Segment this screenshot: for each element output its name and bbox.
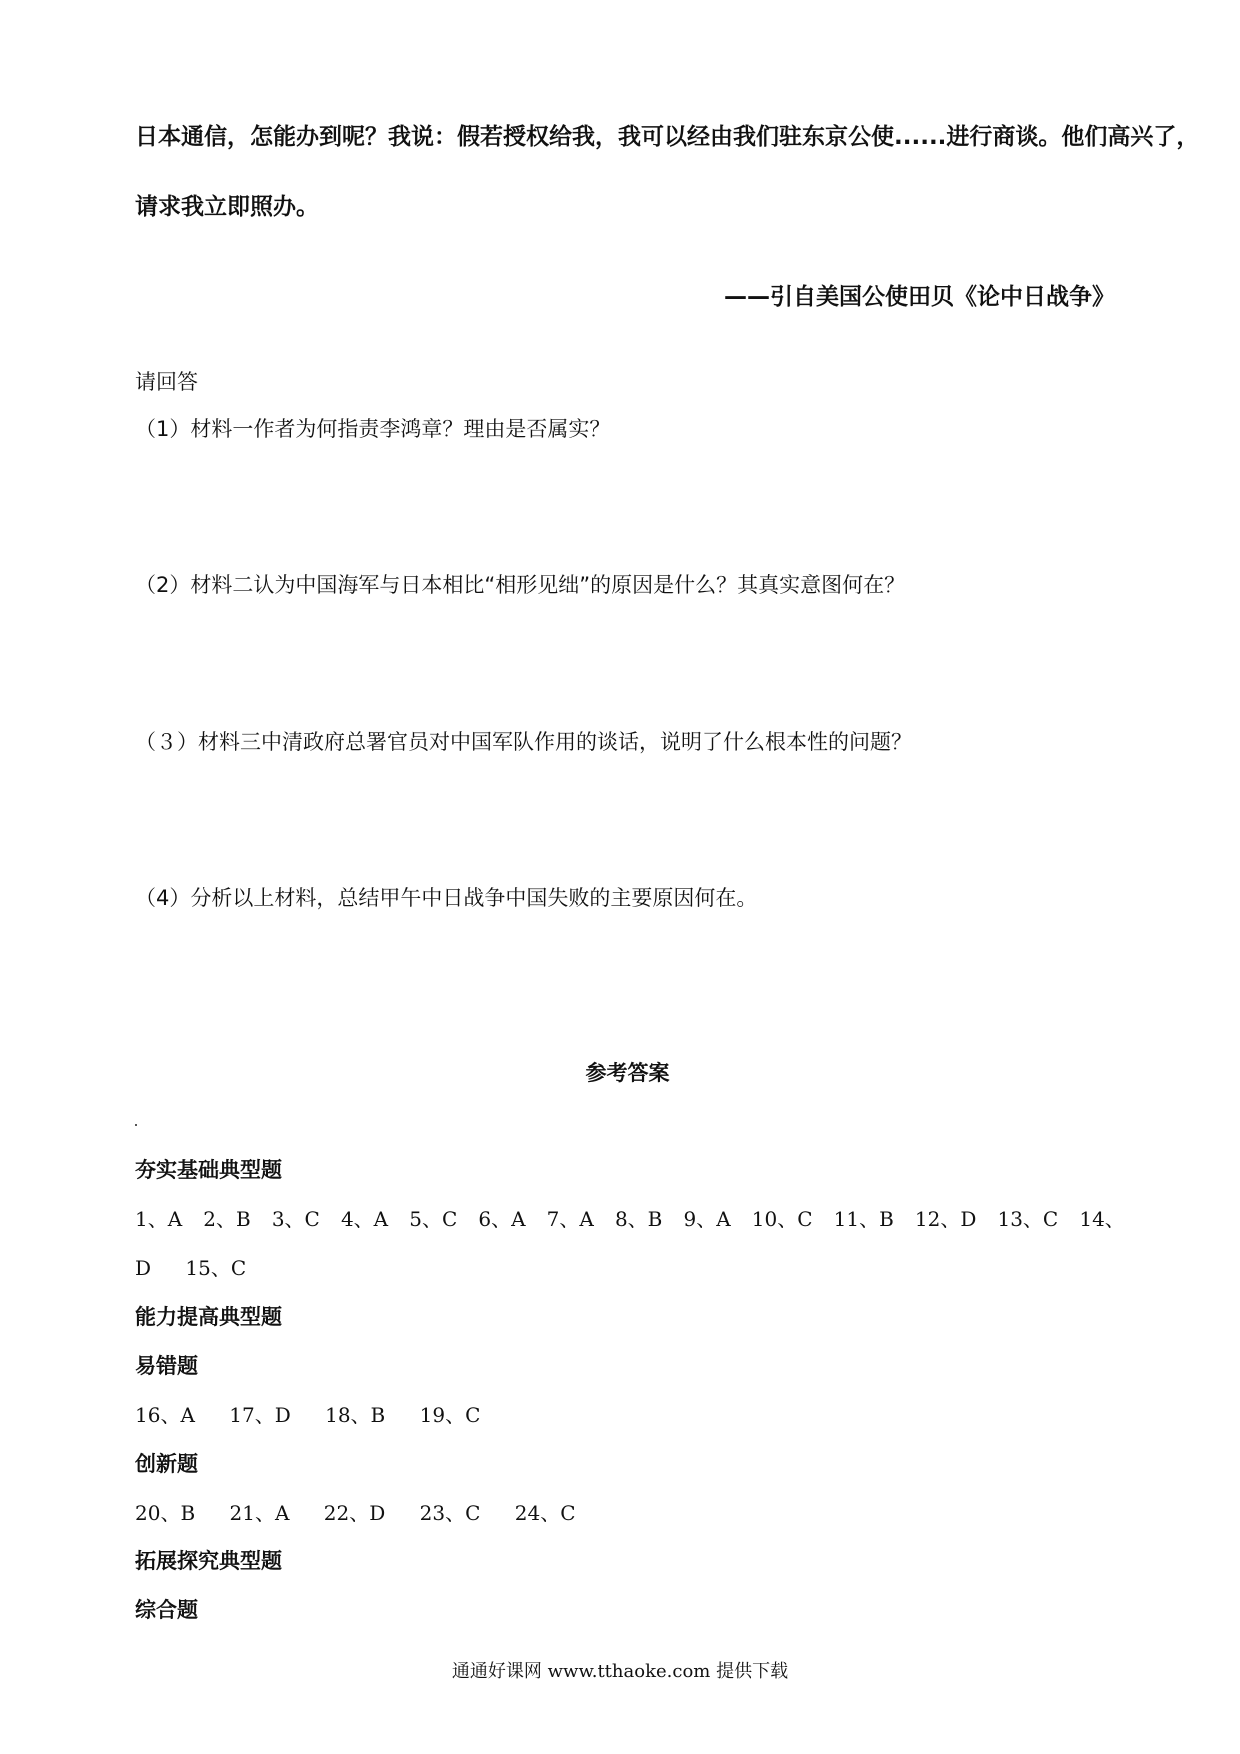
- answer-item: 19、C: [419, 1403, 481, 1427]
- answer-item: 24、C: [514, 1501, 576, 1525]
- answer-item: 6、A: [478, 1207, 526, 1231]
- stray-dot: [135, 1124, 137, 1126]
- section-heading-basic: 夯实基础典型题: [135, 1158, 282, 1182]
- answer-item: 11、B: [833, 1207, 894, 1231]
- answer-item: 8、B: [614, 1207, 663, 1231]
- answer-item: 17、D: [229, 1403, 291, 1427]
- questions-prompt: 请回答: [135, 370, 198, 394]
- section-heading-extension: 拓展探究典型题: [135, 1549, 282, 1573]
- question-3: （３）材料三中清政府总署官员对中国军队作用的谈话，说明了什么根本性的问题？: [135, 730, 912, 754]
- answer-item: 1、A: [135, 1207, 183, 1231]
- answer-item: 23、C: [419, 1501, 481, 1525]
- material-text-line-1: 日本通信，怎能办到呢？我说：假若授权给我，我可以经由我们驻东京公使......进行商谈。他们高兴了，: [135, 124, 1200, 150]
- subheading-innovation: 创新题: [135, 1452, 198, 1476]
- section-heading-ability: 能力提高典型题: [135, 1305, 282, 1329]
- answer-key-title: 参考答案: [585, 1061, 670, 1085]
- answer-item: D: [135, 1256, 152, 1280]
- answer-item: 16、A: [135, 1403, 195, 1427]
- answer-item: 21、A: [229, 1501, 290, 1525]
- answer-item: 20、B: [135, 1501, 196, 1525]
- subheading-comprehensive: 综合题: [135, 1598, 198, 1622]
- answer-item: 2、B: [203, 1207, 251, 1231]
- material-citation: ——引自美国公使田贝《论中日战争》: [724, 284, 1115, 310]
- answer-item: 7、A: [546, 1207, 594, 1231]
- answer-item: 9、A: [683, 1207, 731, 1231]
- answer-item: 15、C: [185, 1256, 247, 1280]
- answer-item: 22、D: [323, 1501, 386, 1525]
- answer-item: 3、C: [271, 1207, 320, 1231]
- answer-item: 18、B: [325, 1403, 386, 1427]
- answer-item: 14、: [1079, 1207, 1125, 1231]
- answer-item: 10、C: [751, 1207, 813, 1231]
- error-prone-answers: [135, 1399, 508, 1428]
- innovation-answers: [135, 1497, 604, 1526]
- page-footer: 通通好课网 www.tthaoke.com 提供下载: [451, 1661, 789, 1682]
- answer-item: 5、C: [409, 1207, 458, 1231]
- answer-item: 13、C: [997, 1207, 1059, 1231]
- basic-answers-row-1: [135, 1203, 1125, 1232]
- question-2: （2）材料二认为中国海军与日本相比“相形见绌”的原因是什么？其真实意图何在？: [135, 573, 906, 597]
- basic-answers-row-2: [135, 1252, 274, 1281]
- answer-item: 4、A: [340, 1207, 389, 1231]
- question-4: （4）分析以上材料，总结甲午中日战争中国失败的主要原因何在。: [135, 886, 758, 910]
- material-text-line-2: 请求我立即照办。: [135, 194, 319, 220]
- subheading-error-prone: 易错题: [135, 1354, 198, 1378]
- question-1: （1）材料一作者为何指责李鸿章？理由是否属实？: [135, 417, 611, 441]
- answer-item: 12、D: [914, 1207, 977, 1231]
